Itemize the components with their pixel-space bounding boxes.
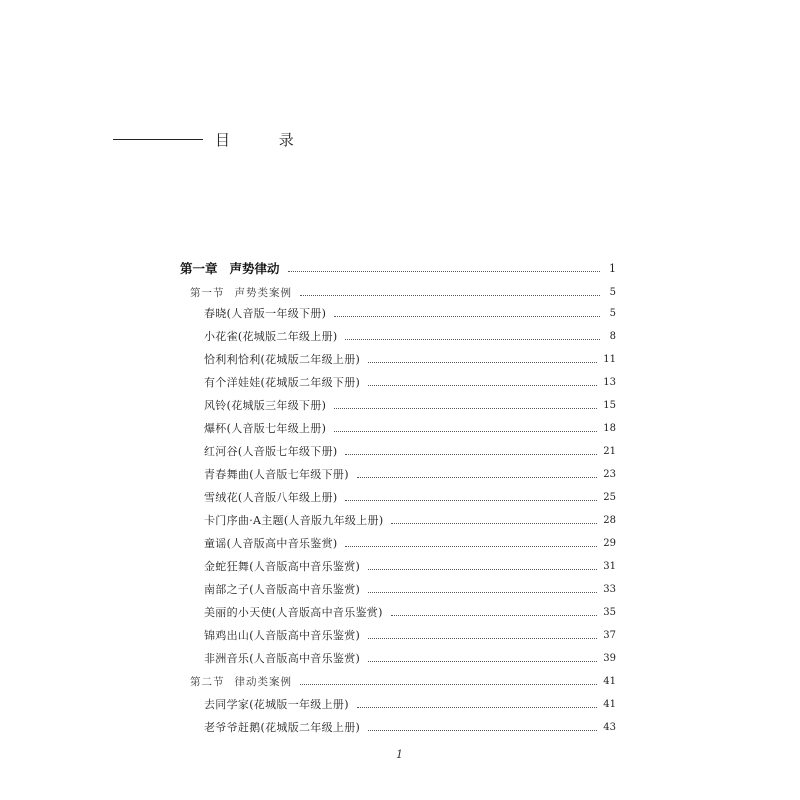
toc-entry[interactable]: [204, 326, 616, 344]
page-number: 5: [609, 287, 616, 298]
dot-leader: [334, 316, 600, 317]
entry-label: 美丽的小天使(人音版高中音乐鉴赏): [204, 606, 383, 619]
dot-leader: [345, 500, 597, 501]
page-number: 33: [603, 584, 616, 595]
toc-entry[interactable]: [204, 487, 616, 505]
chapter-label: [180, 262, 280, 276]
toc-entry[interactable]: [204, 717, 616, 735]
page-number: 37: [603, 630, 616, 641]
page-number: 28: [603, 515, 616, 526]
entry-label: 风铃(花城版三年级下册): [204, 399, 327, 412]
entry-label: 青春舞曲(人音版七年级下册): [204, 468, 349, 481]
entry-label: 非洲音乐(人音版高中音乐鉴赏): [204, 652, 361, 665]
dot-leader: [357, 707, 597, 708]
entry-label: 小花雀(花城版二年级上册): [204, 330, 338, 343]
entry-label: 去同学家(花城版一年级上册): [204, 698, 349, 711]
page-number: 18: [603, 423, 616, 434]
dot-leader: [345, 339, 600, 340]
page-number: 43: [603, 722, 616, 733]
page-number: 5: [609, 308, 616, 319]
section-number: 第一节: [190, 287, 225, 299]
dot-leader: [368, 569, 597, 570]
folio-page-number: 1: [396, 748, 403, 761]
toc-title: 目 录: [215, 130, 316, 149]
entry-label: 春晓(人音版一年级下册): [204, 307, 327, 320]
chapter-title: 声势律动: [229, 261, 280, 276]
toc-entry-section-2[interactable]: [190, 671, 616, 689]
page-number: 41: [603, 676, 616, 687]
toc-entry[interactable]: [204, 579, 616, 597]
toc-entry[interactable]: [204, 464, 616, 482]
page-number: 25: [603, 492, 616, 503]
dot-leader: [368, 592, 597, 593]
page-number: 8: [609, 331, 616, 342]
entry-label: 南部之子(人音版高中音乐鉴赏): [204, 583, 361, 596]
toc-entry[interactable]: [204, 418, 616, 436]
toc-entry[interactable]: [204, 395, 616, 413]
toc-entry[interactable]: [204, 556, 616, 574]
entry-label: 老爷爷赶鹅(花城版二年级上册): [204, 721, 361, 734]
toc-entry[interactable]: [204, 303, 616, 321]
dot-leader: [391, 615, 598, 616]
dot-leader: [368, 362, 597, 363]
toc-entry[interactable]: [204, 694, 616, 712]
entry-label: 童谣(人音版高中音乐鉴赏): [204, 537, 338, 550]
section-label: [190, 675, 292, 689]
toc-entry[interactable]: [204, 648, 616, 666]
entry-label: 恰利利恰利(花城版二年级上册): [204, 353, 361, 366]
page-number: 41: [603, 699, 616, 710]
dot-leader: [334, 408, 597, 409]
dot-leader: [368, 385, 597, 386]
dot-leader: [300, 684, 597, 685]
entry-label: 爆杯(人音版七年级上册): [204, 422, 327, 435]
page-number: 21: [603, 446, 616, 457]
page-number: 15: [603, 400, 616, 411]
dot-leader: [345, 454, 597, 455]
entry-label: 锦鸡出山(人音版高中音乐鉴赏): [204, 629, 361, 642]
entry-label: 有个洋娃娃(花城版二年级下册): [204, 376, 361, 389]
entry-label: 雪绒花(人音版八年级上册): [204, 491, 338, 504]
toc-entry[interactable]: [204, 625, 616, 643]
toc-entry[interactable]: [204, 441, 616, 459]
page-number: 29: [603, 538, 616, 549]
dot-leader: [300, 295, 600, 296]
page-number: 23: [603, 469, 616, 480]
toc-entry[interactable]: [204, 602, 616, 620]
toc-entry-section-1[interactable]: [190, 282, 616, 300]
toc-entry[interactable]: [204, 533, 616, 551]
toc-entry[interactable]: [204, 510, 616, 528]
dot-leader: [334, 431, 597, 432]
page-number: 31: [603, 561, 616, 572]
chapter-number: 第一章: [180, 261, 218, 276]
page-number: 11: [603, 354, 616, 365]
dot-leader: [288, 271, 600, 272]
dot-leader: [368, 730, 597, 731]
section-number: 第二节: [190, 676, 225, 688]
dot-leader: [368, 638, 597, 639]
dot-leader: [391, 523, 597, 524]
toc-entry[interactable]: [204, 349, 616, 367]
entry-label: 红河谷(人音版七年级下册): [204, 445, 338, 458]
dot-leader: [357, 477, 597, 478]
toc-entry[interactable]: [204, 372, 616, 390]
page-number: 35: [603, 607, 616, 618]
section-label: [190, 286, 292, 300]
dot-leader: [345, 546, 597, 547]
toc-entry-chapter-1[interactable]: [180, 258, 616, 276]
entry-label: 卡门序曲·A主题(人音版九年级上册): [204, 514, 384, 527]
page-number: 13: [603, 377, 616, 388]
dot-leader: [368, 661, 597, 662]
page-number: 1: [609, 262, 616, 275]
section-title: 律动类案例: [234, 676, 292, 688]
page-number: 39: [603, 653, 616, 664]
section-title: 声势类案例: [234, 287, 292, 299]
entry-label: 金蛇狂舞(人音版高中音乐鉴赏): [204, 560, 361, 573]
